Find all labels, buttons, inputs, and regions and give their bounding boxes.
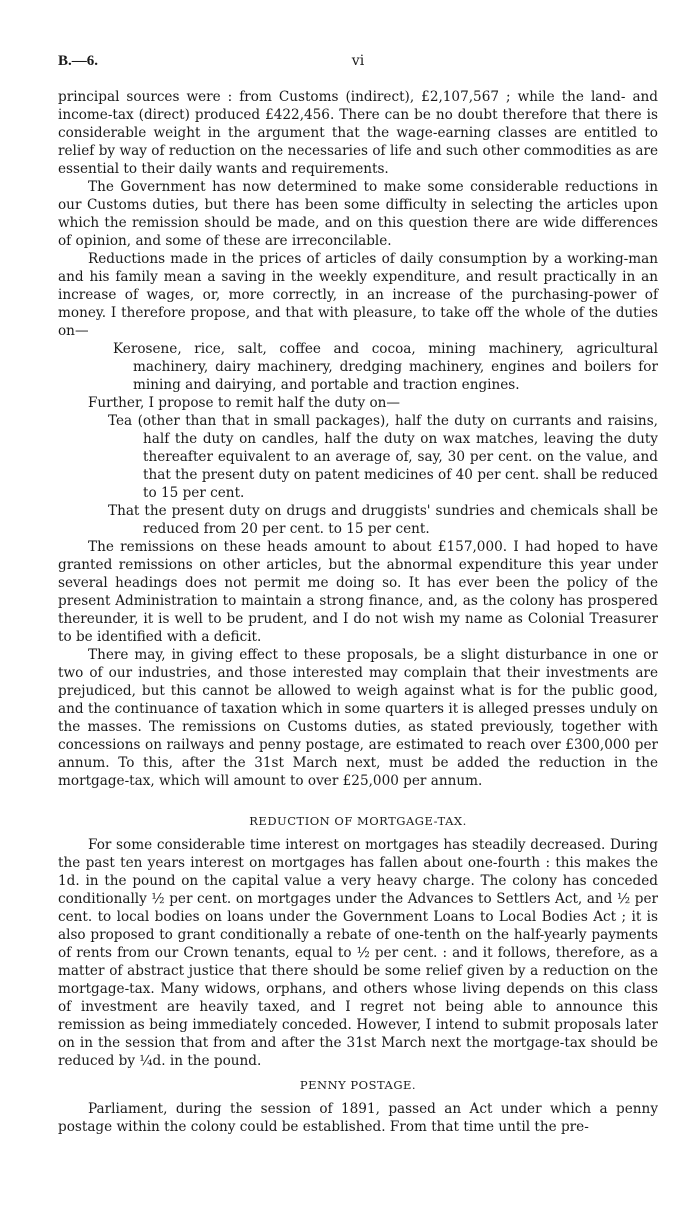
paragraph-continued: principal sources were : from Customs (indirect), £2,107,567 ; while the land- and income-tax (direct) produced £422,456. There can be no doubt therefore that there is considerable weight in the argument that the wage-earning classes are entitled to relief by way of reduction on the necessaries of life and such other commodities as are essential to their daily wants and requirements. — [58, 89, 658, 177]
list-item-tea: Tea (other than that in small packages), half the duty on currants and raisins, half the duty on candles, half the duty on wax matches, leaving the duty thereafter equivalent to an average of, say, 30 per cent. on the value, and that the present duty on patent medicines of 40 per cent. shall be reduced to 15 per cent. — [108, 413, 658, 501]
paragraph-remit-half: Further, I propose to remit half the duty on— — [88, 395, 401, 411]
page-number: vi — [351, 53, 365, 69]
page-header — [58, 52, 658, 74]
paragraph-daily-consumption: Reductions made in the prices of articles of daily consumption by a working-man and his family mean a saving in the weekly expenditure, and result practically in an increase of wages, or, more correctly, in an increase of the purchasing-power of money. I therefore propose, and that with pleasure, to take off the whole of the duties on— — [58, 251, 658, 339]
section-heading-penny-postage: PENNY POSTAGE. — [299, 1078, 417, 1092]
list-item-drugs: That the present duty on drugs and druggists' sundries and chemicals shall be reduced from 20 per cent. to 15 per cent. — [108, 503, 658, 537]
document-reference: B.—6. — [58, 53, 99, 69]
paragraph-remissions-amount: The remissions on these heads amount to about £157,000. I had hoped to have granted remissions on other articles, but the abnormal expenditure this year under several headings does not permit me doing so. It has ever been the policy of the present Administration to maintain a strong finance, and, as the colony has prospered thereunder, it is well to be prudent, and I do not wish my name as Colonial Treasurer to be identified with a deficit. — [58, 539, 658, 645]
section-heading-mortgage-tax: REDUCTION OF MORTGAGE-TAX. — [249, 814, 467, 828]
paragraph-penny-postage: Parliament, during the session of 1891, passed an Act under which a penny postage within the colony could be established. From that time until the pre- — [58, 1101, 658, 1135]
paragraph-disturbance: There may, in giving effect to these proposals, be a slight disturbance in one or two of our industries, and those interested may complain that their investments are prejudiced, but this cannot be allowed to weigh against what is for the public good, and the continuance of taxation which in some quarters it is alleged presses unduly on the masses. The remissions on Customs duties, as stated previously, together with concessions on railways and penny postage, are estimated to reach over £300,000 per annum. To this, after the 31st March next, must be added the reduction in the mortgage-tax, which will amount to over £25,000 per annum. — [58, 647, 658, 789]
list-item-duties-removed: Kerosene, rice, salt, coffee and cocoa, mining machinery, agricultural machinery, dairy machinery, dredging machinery, engines and boilers for mining and dairying, and portable and traction engines. — [113, 341, 658, 393]
paragraph-mortgage-tax: For some considerable time interest on mortgages has steadily decreased. During the past ten years interest on mortgages has fallen about one-fourth : this makes the 1d. in the pound on the capital value a very heavy charge. The colony has conceded conditionally ½ per cent. on mortgages under the Advances to Settlers Act, and ½ per cent. to local bodies on loans under the Government Loans to Local Bodies Act ; it is also proposed to grant conditionally a rebate of one-tenth on the half-yearly payments of rents from our Crown tenants, equal to ½ per cent. : and it follows, therefore, as a matter of abstract justice that there should be some relief given by a reduction on the mortgage-tax. Many widows, orphans, and others whose living depends on this class of investment are heavily taxed, and I regret not being able to announce this remission as being immediately conceded. However, I intend to submit proposals later on in the session that from and after the 31st March next the mortgage-tax should be reduced by ¼d. in the pound. — [58, 837, 658, 1069]
document-page — [58, 52, 658, 1136]
paragraph-customs-reductions: The Government has now determined to make some considerable reductions in our Customs duties, but there has been some difficulty in selecting the articles upon which the remission should be made, and on this question there are wide differences of opinion, and some of these are irreconcilable. — [58, 179, 658, 249]
